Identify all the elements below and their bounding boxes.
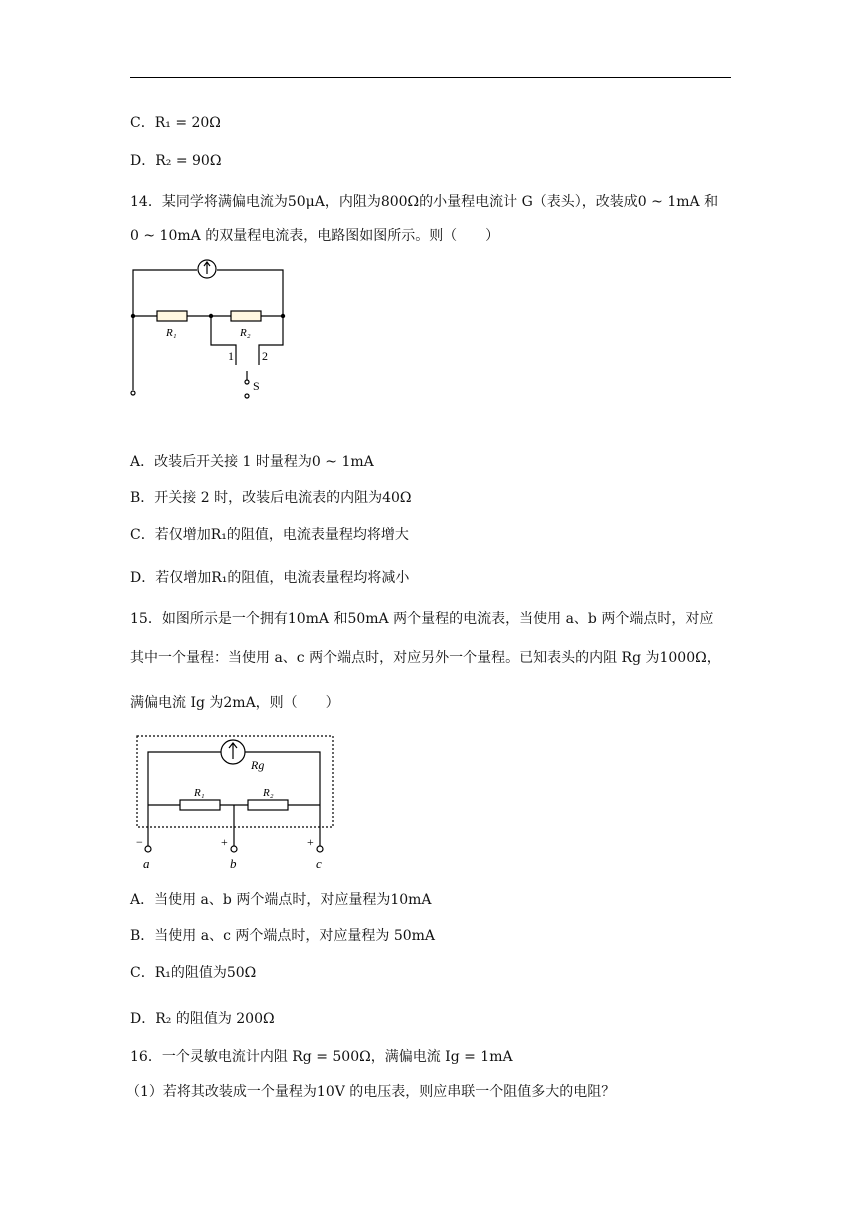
question-15-circuit-diagram: [130, 730, 340, 875]
option-14-a[interactable]: A．改装后开关接 1 时量程为0 ~ 1mA: [130, 454, 374, 470]
option-15-d[interactable]: D．R₂ 的阻值为 200Ω: [130, 1011, 275, 1027]
fig14-label-terminal-1: 1: [228, 349, 234, 363]
fig14-label-switch: S: [253, 379, 260, 393]
option-13-c[interactable]: C．R₁ = 20Ω: [130, 115, 221, 131]
question-15-text-2: 其中一个量程：当使用 a、c 两个端点时，对应另外一个量程。已知表头的内阻 Rg 为1000Ω，: [130, 650, 721, 666]
fig15-label-a: a: [143, 856, 150, 871]
fig15-label-r1: R₁: [194, 787, 205, 799]
option-14-c[interactable]: C．若仅增加R₁的阻值，电流表量程均将增大: [130, 527, 409, 543]
fig14-label-r2: R₂: [240, 327, 251, 339]
question-16-part-1: （1）若将其改装成一个量程为10V 的电压表，则应串联一个阻值多大的电阻？: [126, 1084, 616, 1100]
option-15-c[interactable]: C．R₁的阻值为50Ω: [130, 965, 257, 981]
fig15-label-c: c: [316, 856, 322, 871]
fig14-label-r1: R₁: [166, 327, 177, 339]
fig15-label-b: b: [230, 856, 237, 871]
option-15-b[interactable]: B．当使用 a、c 两个端点时，对应量程为 50mA: [130, 928, 436, 944]
fig15-label-plus-c: +: [307, 835, 314, 849]
question-14-circuit-diagram: [125, 255, 295, 405]
header-rule: [130, 77, 731, 78]
option-13-d[interactable]: D．R₂ = 90Ω: [130, 153, 222, 169]
fig14-label-terminal-2: 2: [262, 349, 268, 363]
question-14-text-1: 14．某同学将满偏电流为50μA，内阻为800Ω的小量程电流计 G（表头），改装成0 ~ 1mA 和: [130, 194, 719, 210]
fig15-label-rg: Rg: [251, 758, 265, 772]
fig15-label-minus: −: [136, 835, 143, 849]
option-14-b[interactable]: B．开关接 2 时，改装后电流表的内阻为40Ω: [130, 490, 412, 506]
option-15-a[interactable]: A．当使用 a、b 两个端点时，对应量程为10mA: [130, 892, 432, 908]
question-15-text-3: 满偏电流 Ig 为2mA，则（ ）: [130, 695, 340, 711]
question-15-text-1: 15．如图所示是一个拥有10mA 和50mA 两个量程的电流表，当使用 a、b 两个端点时，对应: [130, 611, 714, 627]
question-16-text: 16．一个灵敏电流计内阻 Rg = 500Ω，满偏电流 Ig = 1mA: [130, 1049, 513, 1065]
question-14-text-2: 0 ~ 10mA 的双量程电流表，电路图如图所示。则（ ）: [130, 228, 500, 244]
fig15-label-r2: R₂: [263, 787, 274, 799]
fig15-label-plus-b: +: [221, 835, 228, 849]
option-14-d[interactable]: D．若仅增加R₁的阻值，电流表量程均将减小: [130, 570, 410, 586]
